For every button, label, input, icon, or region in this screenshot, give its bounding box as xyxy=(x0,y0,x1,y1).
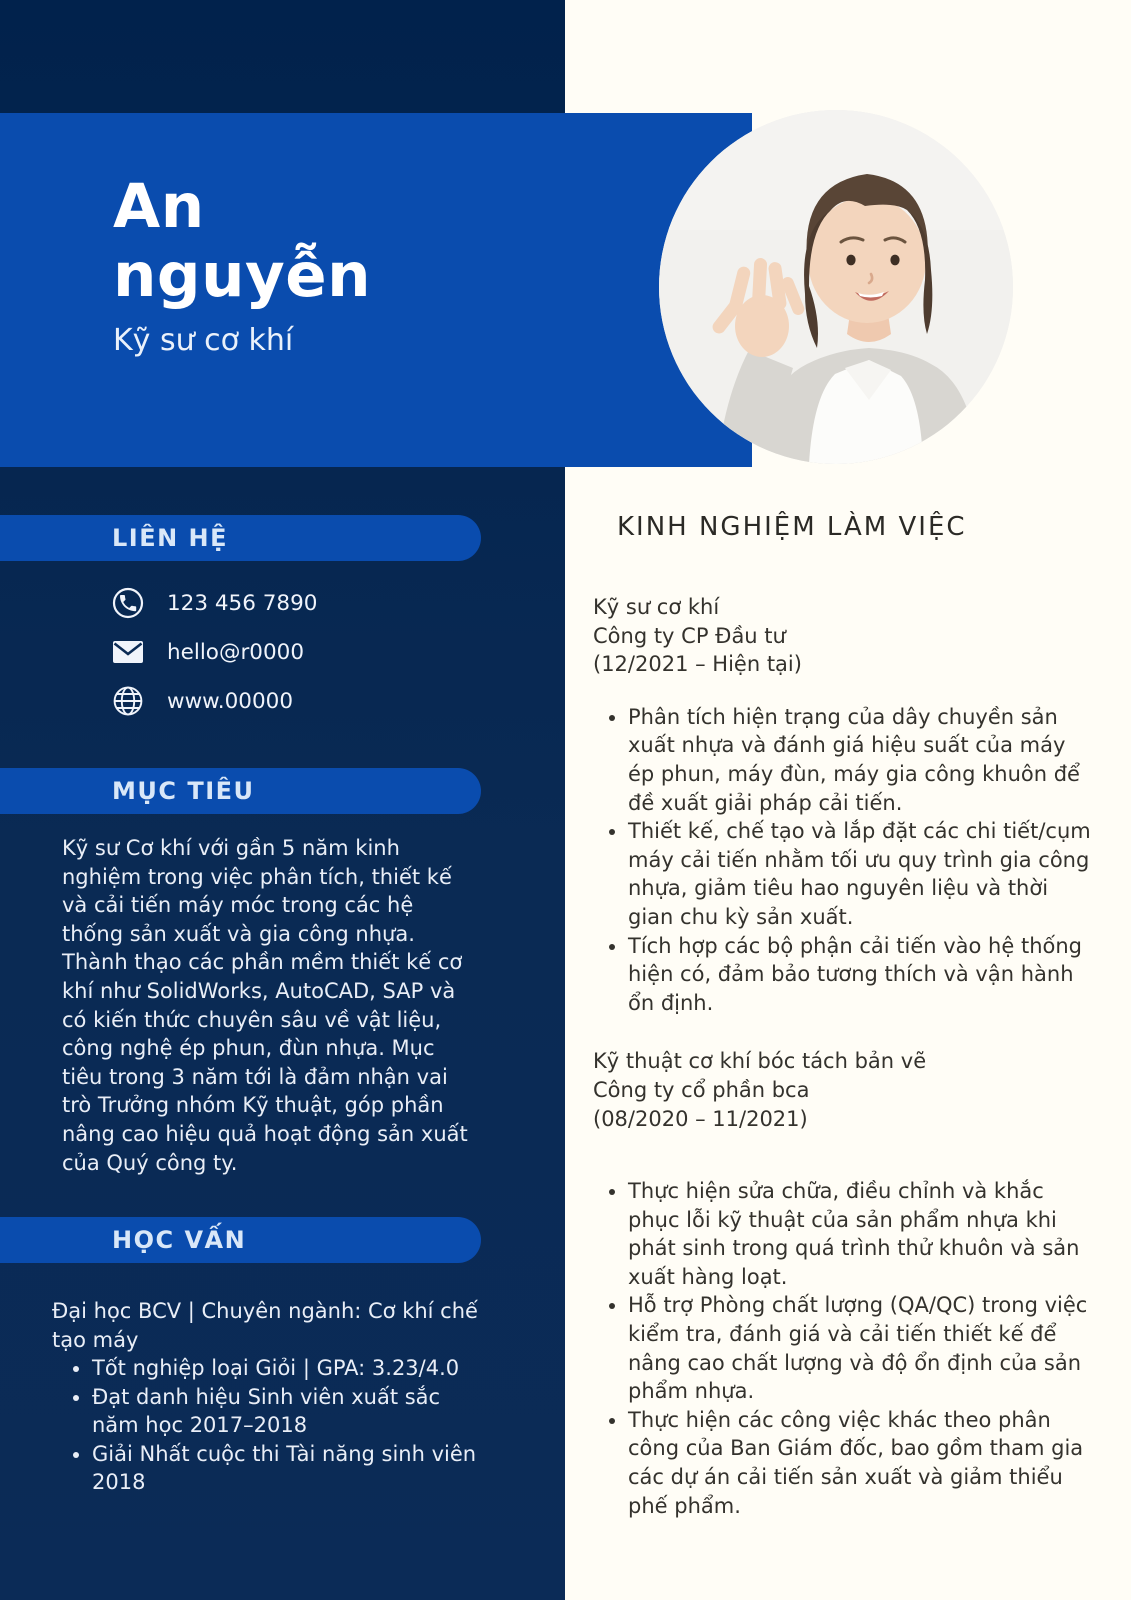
job-title: Kỹ sư cơ khí xyxy=(113,322,294,358)
job-period-2: (08/2020 – 11/2021) xyxy=(593,1106,808,1131)
job-bullet: • Tích hợp các bộ phận cải tiến vào hệ thống hiện có, đảm bảo tương thích và vận hành ổn định. xyxy=(628,932,1096,1018)
job-bullet: • Hỗ trợ Phòng chất lượng (QA/QC) trong việc kiểm tra, đánh giá và cải tiến thiết kế để nâng cao chất lượng và độ ổn định của sản phẩm nhựa. xyxy=(628,1291,1096,1405)
name-second-line: nguyễn xyxy=(113,239,372,311)
profile-photo-illustration xyxy=(659,110,1013,464)
experience-heading: KINH NGHIỆM LÀM VIỆC xyxy=(617,512,967,542)
email-icon xyxy=(112,636,144,668)
job-bullet: • Thực hiện sửa chữa, điều chỉnh và khắc phục lỗi kỹ thuật của sản phẩm nhựa khi phát sinh trong quá trình thử khuôn và sản xuất hàng loạt. xyxy=(628,1177,1096,1291)
contact-list xyxy=(112,587,565,717)
job-bullet: • Thiết kế, chế tạo và lắp đặt các chi tiết/cụm máy cải tiến nhằm tối ưu quy trình gia công nhựa, giảm tiêu hao nguyên liệu và thời gian chu kỳ sản xuất. xyxy=(628,817,1096,931)
job-bullet-list-2 xyxy=(565,1177,1096,1520)
education-bullet: • Tốt nghiệp loại Giỏi | GPA: 3.23/4.0 xyxy=(92,1354,484,1383)
contact-phone-row xyxy=(112,587,565,619)
job-bullet-list-1 xyxy=(565,703,1096,1018)
job-company-2: Công ty cổ phần bca xyxy=(593,1077,810,1102)
objective-text: Kỹ sư Cơ khí với gần 5 năm kinh nghiệm trong việc phân tích, thiết kế và cải tiến máy móc trong các hệ thống sản xuất và gia công nhựa. Thành thạo các phần mềm thiết kế cơ khí như SolidWorks, AutoCAD, SAP và có kiến thức chuyên sâu về vật liệu, công nghệ ép phun, đùn nhựa. Mục tiêu trong 3 năm tới là đảm nhận vai trò Trưởng nhóm Kỹ thuật, góp phần nâng cao hiệu quả hoạt động sản xuất của Quý công ty. xyxy=(62,836,468,1175)
education-bullet: • Giải Nhất cuộc thi Tài năng sinh viên 2018 xyxy=(92,1440,484,1497)
name-first-line: An xyxy=(113,171,205,242)
contact-section-header: LIÊN HỆ xyxy=(0,515,481,561)
email-value: hello@r0000 xyxy=(167,639,305,665)
phone-icon xyxy=(112,587,144,619)
education-block xyxy=(52,1297,492,1497)
globe-icon xyxy=(112,685,144,717)
education-school-line: Đại học BCV | Chuyên ngành: Cơ khí chế tạo máy xyxy=(52,1299,478,1352)
job-bullet: • Thực hiện các công việc khác theo phân công của Ban Giám đốc, bao gồm tham gia các dự án cải tiến sản xuất và giảm thiểu phế phẩm. xyxy=(628,1406,1096,1520)
phone-value: 123 456 7890 xyxy=(167,590,318,616)
job-header-2 xyxy=(593,1047,1131,1133)
profile-photo xyxy=(659,110,1013,464)
education-section-header: HỌC VẤN xyxy=(0,1217,481,1263)
job-period-1: (12/2021 – Hiện tại) xyxy=(593,652,802,677)
job-company-1: Công ty CP Đầu tư xyxy=(593,623,786,648)
job-header-1 xyxy=(593,593,1131,679)
objective-section-header: MỤC TIÊU xyxy=(0,768,481,814)
sidebar xyxy=(0,515,565,1497)
job-bullet: • Phân tích hiện trạng của dây chuyền sản xuất nhựa và đánh giá hiệu suất của máy ép phun, máy đùn, máy gia công khuôn để đề xuất giải pháp cải tiến. xyxy=(628,703,1096,817)
job-title-2: Kỹ thuật cơ khí bóc tách bản vẽ xyxy=(593,1049,927,1074)
website-value: www.00000 xyxy=(167,688,294,714)
job-title-1: Kỹ sư cơ khí xyxy=(593,595,720,619)
contact-email-row xyxy=(112,636,565,668)
education-bullet: • Đạt danh hiệu Sinh viên xuất sắc năm học 2017–2018 xyxy=(92,1383,484,1440)
contact-website-row xyxy=(112,685,565,717)
education-bullet-list xyxy=(52,1354,484,1497)
